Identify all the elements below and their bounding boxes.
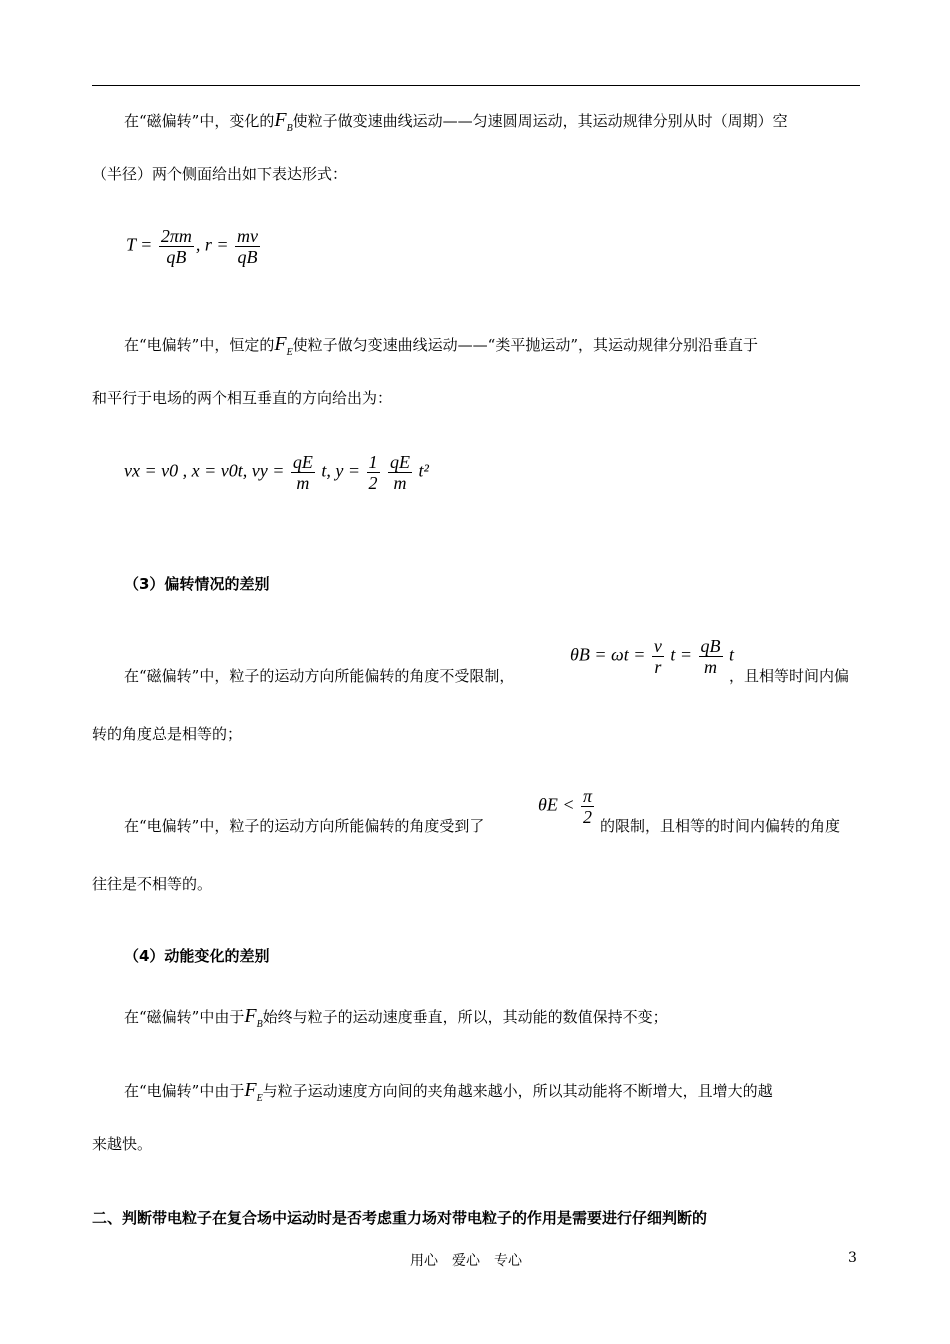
heading-kinetic-energy-difference: （4）动能变化的差别 [124,947,270,965]
para-angle-magnetic-1: 在“磁偏转”中，粒子的运动方向所能偏转的角度不受限制， [124,667,515,685]
equation-theta-e: θE < $\frac{\pi}{2}$ [538,786,593,827]
para-angle-magnetic-tail: ，且相等时间内偏 [729,667,850,685]
force-fe-symbol: $F_E$ [274,333,293,358]
para-energy-electric-2: 来越快。 [92,1135,153,1153]
para-energy-electric-1: 在“电偏转”中由于$F_E$与粒子运动速度方向间的夹角越来越小，所以其动能将不断增大，且增大的越 [124,1079,773,1104]
para-electric-2: 和平行于电场的两个相互垂直的方向给出为： [92,389,393,407]
force-fb-symbol: $F_B$ [244,1005,263,1030]
para-energy-magnetic: 在“磁偏转”中由于$F_B$始终与粒子的运动速度垂直，所以，其动能的数值保持不变； [124,1005,668,1030]
equation-period-radius: T = $\frac{2\pi m}{qB}$ , r = $\frac{mv}{qB}$ [126,226,259,267]
force-fb-symbol: $F_B$ [274,109,293,134]
force-fe-symbol: $F_E$ [244,1079,263,1104]
para-angle-electric-2: 往往是不相等的。 [92,875,213,893]
heading-deflection-difference: （3）偏转情况的差别 [124,575,270,593]
footer-motto: 用心 爱心 专心 [410,1253,522,1269]
equation-projectile: vx = v0 , x = v0t, vy = $\frac{qE}{m}$ t, y = $\frac{1}{2}$ $\frac{qE}{m}$ t² [124,452,429,493]
para-electric-1: 在“电偏转”中，恒定的$F_E$使粒子做匀变速曲线运动——“类平抛运动”，其运动规律分别沿垂直于 [124,333,759,358]
equation-theta-b: θB = ωt = $\frac{v}{r}$ t = $\frac{qB}{m}$ t [570,636,735,677]
para-angle-electric-1: 在“电偏转”中，粒子的运动方向所能偏转的角度受到了 [124,817,485,835]
para-magnetic-1: 在“磁偏转”中，变化的$F_B$使粒子做变速曲线运动——匀速圆周运动，其运动规律分别从时（周期）空 [124,109,788,134]
para-angle-magnetic-2: 转的角度总是相等的； [92,725,243,743]
header-rule [92,85,860,86]
page-number: 3 [848,1250,857,1266]
para-magnetic-2: （半径）两个侧面给出如下表达形式： [92,165,348,183]
para-angle-electric-tail: 的限制，且相等的时间内偏转的角度 [600,817,841,835]
heading-section-two: 二、判断带电粒子在复合场中运动时是否考虑重力场对带电粒子的作用是需要进行仔细判断的 [92,1209,708,1227]
